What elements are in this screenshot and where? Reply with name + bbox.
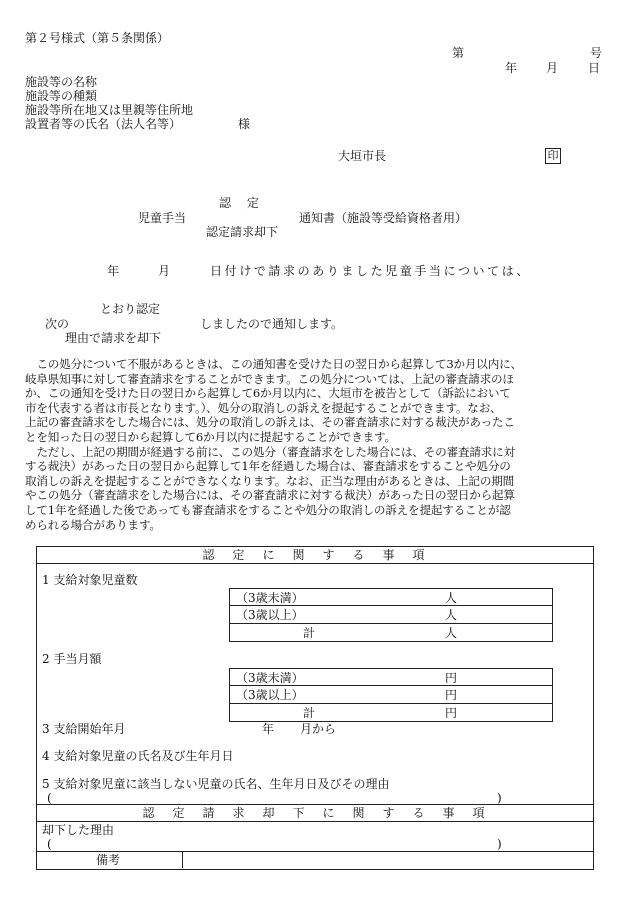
- paren-open: (: [47, 837, 52, 851]
- number-suffix: 号: [590, 46, 603, 60]
- amount-total-unit: 円: [445, 706, 458, 720]
- title-option-rejection: 認定請求却下: [206, 225, 279, 239]
- divider: [229, 703, 553, 704]
- paren-open: (: [47, 791, 52, 805]
- date-month: 月: [546, 61, 559, 75]
- child-over3-unit: 人: [445, 608, 458, 622]
- notice-line: して1年を経過した後であっても審査請求をすることや処分の取消しの訴えを提起することが認: [25, 502, 511, 517]
- result-suffix: しましたので通知します。: [200, 317, 344, 331]
- notice-line: か、この通知を受けた日の翌日から起算して6か月以内に、大垣市を被告として（訴訟において: [25, 386, 511, 401]
- appeal-notice: [25, 357, 610, 532]
- start-month-unit: 月から: [300, 722, 337, 736]
- child-under3-unit: 人: [445, 591, 458, 605]
- amount-total-label: 計: [303, 706, 316, 720]
- title-option-approval: 認 定: [219, 196, 259, 210]
- item-child-count: 1 支給対象児童数: [42, 573, 138, 587]
- notice-line: 岐阜県知事に対して審査請求をすることができます。この処分については、上記の審査請求のほ: [25, 371, 514, 386]
- rejection-heading: 認 定 請 求 却 下 に 関 す る 事 項: [142, 806, 488, 820]
- operator-name-label: 設置者等の氏名（法人名等）: [25, 117, 182, 131]
- divider: [182, 851, 183, 868]
- amount-under3-label: （3歳未満）: [236, 671, 304, 685]
- child-total-unit: 人: [445, 626, 458, 640]
- facility-type-label: 施設等の種類: [25, 89, 98, 103]
- divider: [229, 623, 553, 624]
- divider: [36, 804, 594, 805]
- amount-over3-label: （3歳以上）: [236, 688, 304, 702]
- title-right: 通知書（施設等受給資格者用）: [299, 211, 468, 225]
- amount-over3-unit: 円: [445, 688, 458, 702]
- notice-line: ただし、上記の期間が経過する前に、この処分（審査請求をした場合には、その審査請求に対: [25, 444, 515, 459]
- child-over3-label: （3歳以上）: [236, 608, 304, 622]
- remarks-label: 備考: [96, 853, 121, 867]
- date-year: 年: [505, 61, 518, 75]
- intro-year: 年: [107, 264, 120, 278]
- paren-close: ): [497, 791, 502, 805]
- item-monthly-amount: 2 手当月額: [42, 652, 102, 666]
- item-child-names: 4 支給対象児童の氏名及び生年月日: [42, 749, 234, 763]
- notice-line: 取消しの訴えを提起することができなくなります。なお、正当な理由があるときは、上記の期間: [25, 473, 515, 488]
- result-option-approval: とおり認定: [100, 302, 161, 316]
- date-day: 日: [588, 61, 601, 75]
- item-start-month: 3 支給開始年月: [42, 722, 126, 736]
- notice-line: 市を代表する者は市長となります。）、処分の取消しの訴えを提起することができます。なお、: [25, 400, 502, 415]
- facility-address-label: 施設等所在地又は里親等住所地: [25, 103, 194, 117]
- honorific: 様: [238, 117, 251, 131]
- divider: [229, 605, 553, 606]
- amount-under3-unit: 円: [445, 671, 458, 685]
- result-prefix: 次の: [45, 317, 70, 331]
- item-excluded-children: 5 支給対象児童に該当しない児童の氏名、生年月日及びその理由: [42, 777, 390, 791]
- form-number: 第２号様式（第５条関係）: [25, 31, 170, 45]
- divider: [36, 851, 594, 852]
- notice-line: とを知った日の翌日から起算して6か月以内に提起することができます。: [25, 429, 396, 444]
- intro-month: 月: [158, 264, 171, 278]
- approval-heading: 認 定 に 関 す る 事 項: [202, 548, 428, 562]
- title-left: 児童手当: [138, 211, 187, 225]
- divider: [229, 685, 553, 686]
- paren-close: ): [497, 837, 502, 851]
- rejection-reason-label: 却下した理由: [42, 823, 115, 837]
- result-option-rejection: 理由で請求を却下: [65, 331, 162, 345]
- number-prefix: 第: [452, 46, 465, 60]
- facility-name-label: 施設等の名称: [25, 75, 98, 89]
- issuer-name: 大垣市長: [338, 149, 387, 163]
- intro-text: 日付けで請求のありました児童手当については、: [210, 264, 531, 278]
- notice-line: められる場合があります。: [25, 517, 161, 532]
- notice-line: やこの処分（審査請求をした場合には、その審査請求に対する裁決）があった日の翌日から起算: [25, 488, 515, 503]
- divider: [36, 821, 594, 822]
- notice-line: 上記の審査請求をした場合には、処分の取消しの訴えは、その審査請求に対する裁決があったこ: [25, 415, 515, 430]
- notice-line: この処分について不服があるときは、この通知書を受けた日の翌日から起算して3か月以内に、: [25, 357, 522, 371]
- start-year-unit: 年: [262, 722, 275, 736]
- notice-line: する裁決）があった日の翌日から起算して1年を経過した場合は、審査請求をすることや処分の: [25, 459, 511, 474]
- seal-mark: 印: [545, 148, 561, 164]
- child-total-label: 計: [303, 626, 316, 640]
- child-under3-label: （3歳未満）: [236, 591, 304, 605]
- divider: [36, 563, 594, 564]
